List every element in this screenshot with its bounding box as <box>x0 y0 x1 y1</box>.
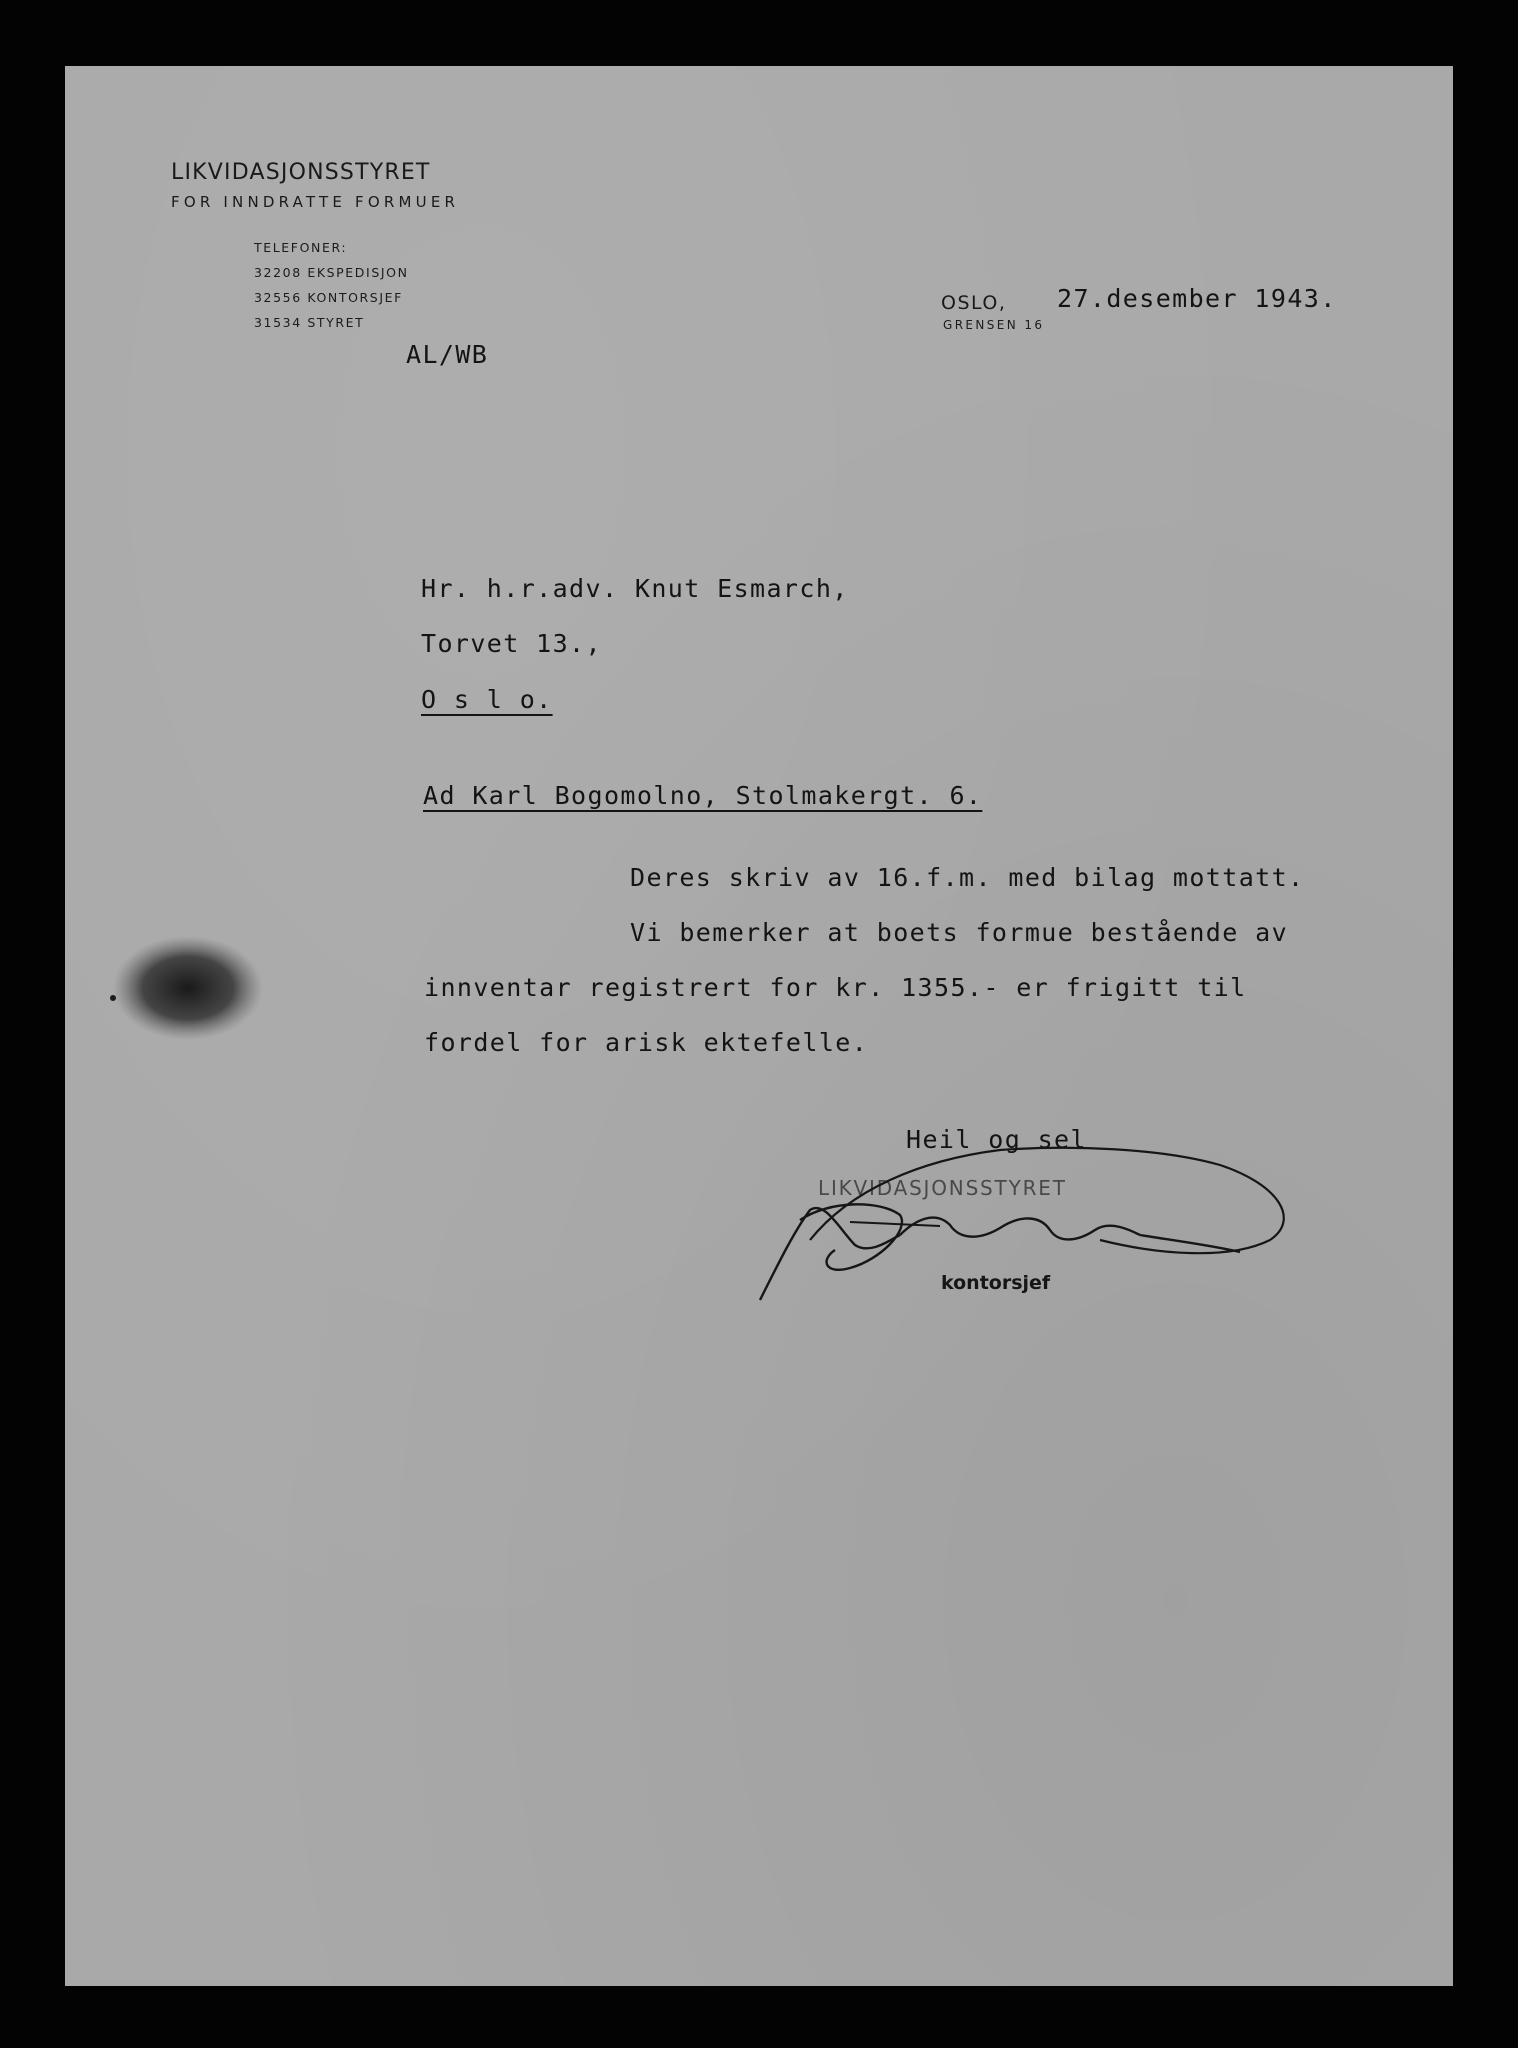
closing-line: Heil og sel <box>906 1125 1087 1154</box>
body-line: Vi bemerker at boets formue bestående av <box>630 918 1289 947</box>
body-line: Deres skriv av 16.f.m. med bilag mottatt. <box>630 863 1305 892</box>
recipient-name: Hr. h.r.adv. Knut Esmarch, <box>421 574 849 603</box>
phone-line: 31534 STYRET <box>254 315 365 330</box>
phone-line: 32556 KONTORSJEF <box>254 290 403 305</box>
stamp-text: LIKVIDASJONSSTYRET <box>818 1176 1067 1200</box>
letterhead-street: GRENSEN 16 <box>943 318 1045 332</box>
reference-code: AL/WB <box>406 340 489 369</box>
letter-page <box>65 66 1453 1986</box>
subject-line: Ad Karl Bogomolno, Stolmakergt. 6. <box>423 781 983 810</box>
signer-title: kontorsjef <box>941 1272 1051 1294</box>
phones-label: TELEFONER: <box>254 240 348 255</box>
body-line: innventar registrert for kr. 1355.- er frigitt til <box>424 973 1247 1002</box>
recipient-city: O s l o. <box>421 685 553 714</box>
letterhead-city: OSLO, <box>941 292 1007 314</box>
ink-blot <box>108 930 268 1050</box>
letter-date: 27.desember 1943. <box>1057 284 1337 313</box>
recipient-street: Torvet 13., <box>421 629 602 658</box>
phone-line: 32208 EKSPEDISJON <box>254 265 409 280</box>
body-line: fordel for arisk ektefelle. <box>424 1028 869 1057</box>
letterhead-org-subtitle: FOR INNDRATTE FORMUER <box>171 193 460 211</box>
letterhead-org-name: LIKVIDASJONSSTYRET <box>171 160 431 185</box>
letterhead-phones <box>254 235 409 335</box>
